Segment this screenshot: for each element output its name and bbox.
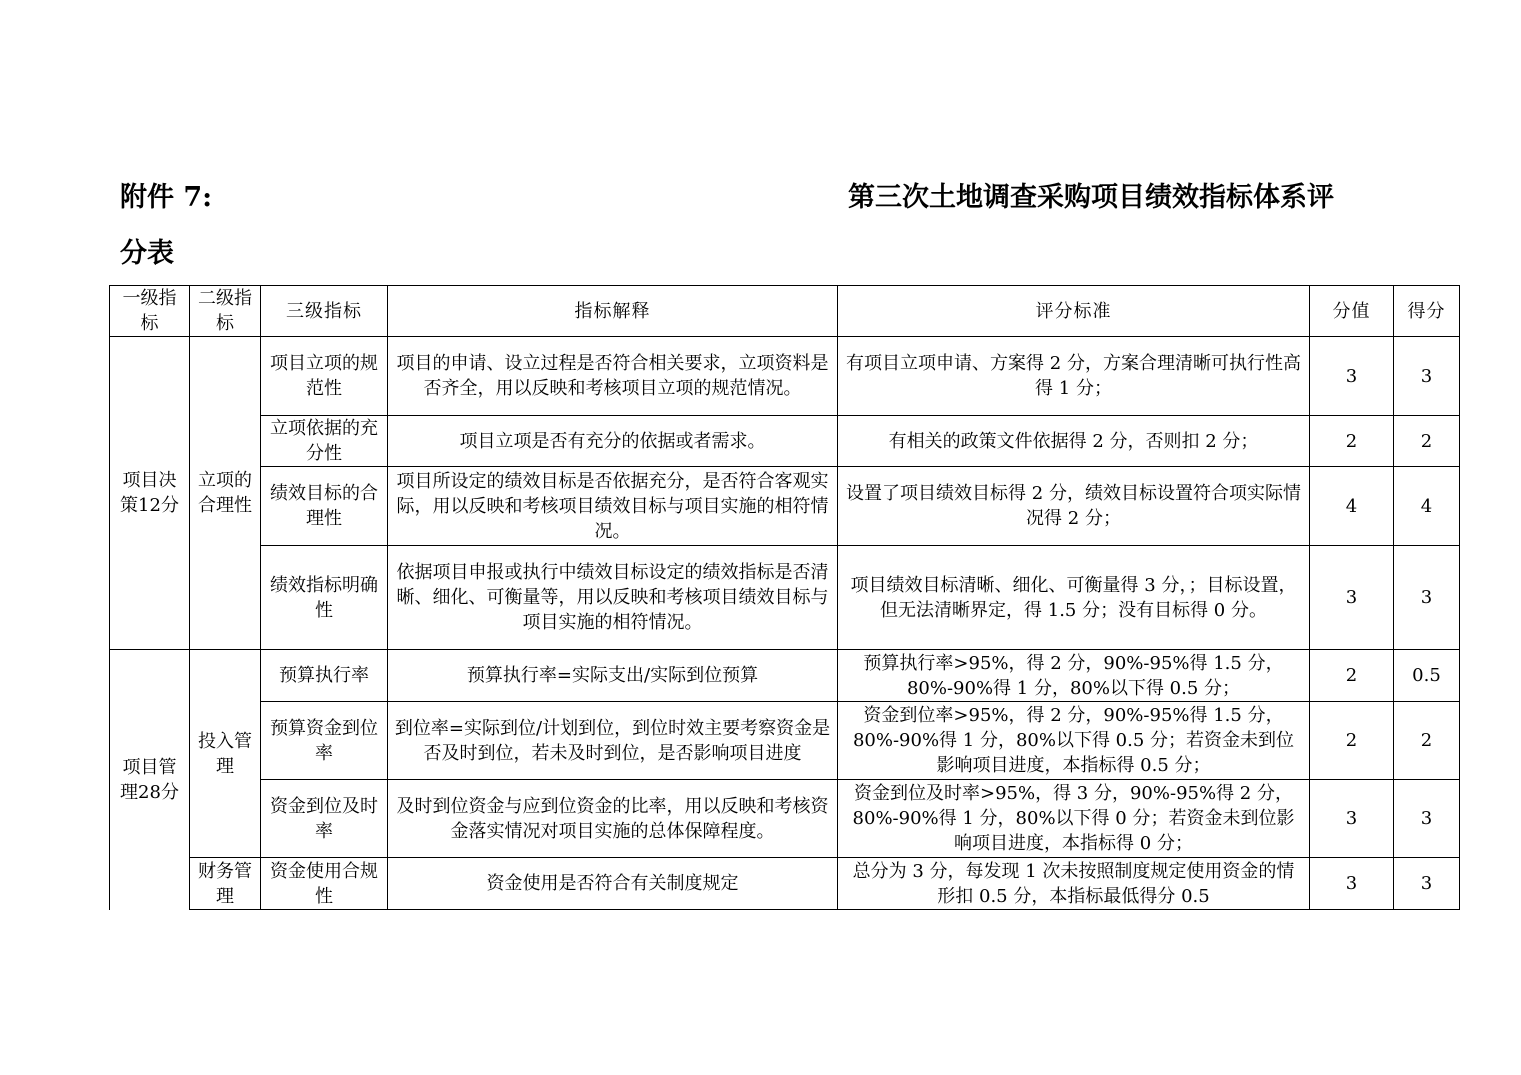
level3-cell: 立项依据的充分性 — [261, 416, 388, 467]
score-cell: 0.5 — [1394, 650, 1460, 702]
table-row — [110, 337, 1460, 416]
level3-cell: 预算执行率 — [261, 650, 388, 702]
level3-cell: 资金使用合规性 — [261, 858, 388, 910]
header-level3: 三级指标 — [261, 286, 388, 337]
explanation-cell: 依据项目申报或执行中绩效目标设定的绩效指标是否清晰、细化、可衡量等，用以反映和考核项目绩效目标与项目实施的相符情况。 — [388, 546, 838, 650]
level3-cell: 资金到位及时率 — [261, 780, 388, 858]
level2-cell-financial-management: 财务管理 — [190, 858, 261, 910]
attachment-label: 附件 7: — [120, 182, 213, 213]
table-row — [110, 467, 1460, 546]
document-title-continuation: 分表 — [120, 238, 174, 269]
header-explanation: 指标解释 — [388, 286, 838, 337]
explanation-cell: 及时到位资金与应到位资金的比率，用以反映和考核资金落实情况对项目实施的总体保障程度。 — [388, 780, 838, 858]
criteria-cell: 有相关的政策文件依据得 2 分，否则扣 2 分； — [838, 416, 1310, 467]
level2-cell-input-management: 投入管理 — [190, 650, 261, 858]
score-cell: 4 — [1394, 467, 1460, 546]
criteria-cell: 有项目立项申请、方案得 2 分，方案合理清晰可执行性高得 1 分； — [838, 337, 1310, 416]
level1-cell-management: 项目管理28分 — [110, 650, 190, 910]
explanation-cell: 资金使用是否符合有关制度规定 — [388, 858, 838, 910]
explanation-cell: 项目的申请、设立过程是否符合相关要求，立项资料是否齐全，用以反映和考核项目立项的规范情况。 — [388, 337, 838, 416]
table-row — [110, 416, 1460, 467]
document-title: 第三次土地调查采购项目绩效指标体系评 — [848, 182, 1334, 213]
header-score: 得分 — [1394, 286, 1460, 337]
table-row — [110, 546, 1460, 650]
points-cell: 3 — [1310, 858, 1394, 910]
points-cell: 2 — [1310, 650, 1394, 702]
score-cell: 3 — [1394, 858, 1460, 910]
explanation-cell: 项目所设定的绩效目标是否依据充分，是否符合客观实际，用以反映和考核项目绩效目标与项目实施的相符情况。 — [388, 467, 838, 546]
table-row — [110, 780, 1460, 858]
criteria-cell: 资金到位率>95%，得 2 分，90%-95%得 1.5 分，80%-90%得 1 分，80%以下得 0.5 分；若资金未到位影响项目进度，本指标得 0.5 分； — [838, 702, 1310, 780]
explanation-cell: 项目立项是否有充分的依据或者需求。 — [388, 416, 838, 467]
level3-cell: 绩效指标明确性 — [261, 546, 388, 650]
scoring-table — [109, 285, 1460, 910]
points-cell: 3 — [1310, 546, 1394, 650]
points-cell: 4 — [1310, 467, 1394, 546]
explanation-cell: 预算执行率=实际支出/实际到位预算 — [388, 650, 838, 702]
level3-cell: 项目立项的规范性 — [261, 337, 388, 416]
header-row — [110, 286, 1460, 337]
table-row — [110, 702, 1460, 780]
score-cell: 2 — [1394, 416, 1460, 467]
table-row — [110, 858, 1460, 910]
score-cell: 3 — [1394, 780, 1460, 858]
score-cell: 2 — [1394, 702, 1460, 780]
points-cell: 3 — [1310, 337, 1394, 416]
level1-cell-decision: 项目决策12分 — [110, 337, 190, 650]
explanation-cell: 到位率=实际到位/计划到位，到位时效主要考察资金是否及时到位，若未及时到位，是否影响项目进度 — [388, 702, 838, 780]
criteria-cell: 预算执行率>95%，得 2 分，90%-95%得 1.5 分，80%-90%得 1 分，80%以下得 0.5 分； — [838, 650, 1310, 702]
criteria-cell: 项目绩效目标清晰、细化、可衡量得 3 分，；目标设置，但无法清晰界定，得 1.5 分；没有目标得 0 分。 — [838, 546, 1310, 650]
criteria-cell: 总分为 3 分，每发现 1 次未按照制度规定使用资金的情形扣 0.5 分，本指标最低得分 0.5 — [838, 858, 1310, 910]
level3-cell: 绩效目标的合理性 — [261, 467, 388, 546]
points-cell: 2 — [1310, 416, 1394, 467]
points-cell: 2 — [1310, 702, 1394, 780]
header-level2: 二级指标 — [190, 286, 261, 337]
points-cell: 3 — [1310, 780, 1394, 858]
score-cell: 3 — [1394, 337, 1460, 416]
criteria-cell: 设置了项目绩效目标得 2 分，绩效目标设置符合项实际情况得 2 分； — [838, 467, 1310, 546]
score-cell: 3 — [1394, 546, 1460, 650]
header-criteria: 评分标准 — [838, 286, 1310, 337]
level2-cell-rationality: 立项的合理性 — [190, 337, 261, 650]
header-points: 分值 — [1310, 286, 1394, 337]
criteria-cell: 资金到位及时率>95%，得 3 分，90%-95%得 2 分，80%-90%得 1 分，80%以下得 0 分；若资金未到位影响项目进度，本指标得 0 分； — [838, 780, 1310, 858]
header-level1: 一级指标 — [110, 286, 190, 337]
table-row — [110, 650, 1460, 702]
level3-cell: 预算资金到位率 — [261, 702, 388, 780]
